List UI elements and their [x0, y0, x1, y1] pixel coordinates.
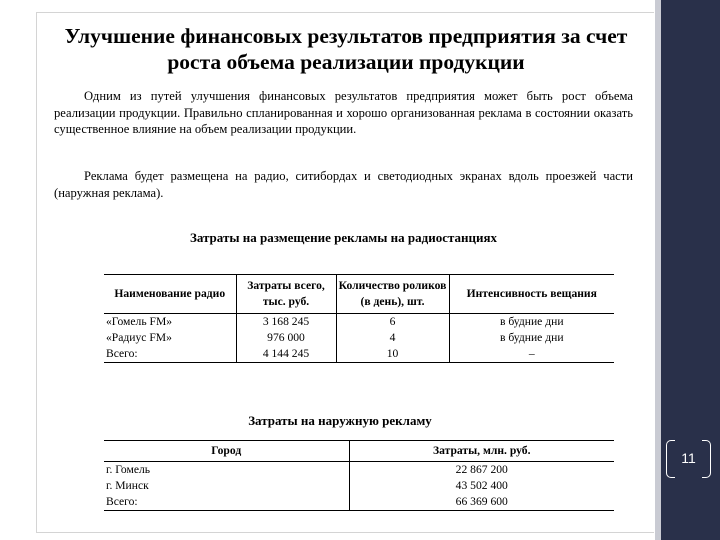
- table-cell: Всего:: [104, 346, 236, 363]
- table-header-row: [104, 441, 614, 462]
- paragraph-2: Реклама будет размещена на радио, ситибордах и светодиодных экранах вдоль проезжей части (наружная реклама).: [54, 169, 633, 200]
- table-row: [104, 478, 614, 494]
- page-number-badge: [663, 440, 717, 478]
- table-cell: в будние дни: [449, 314, 614, 331]
- table-cell: г. Гомель: [106, 463, 151, 476]
- column-header: Интенсивность вещания: [449, 275, 614, 314]
- table-cell: 22 867 200: [349, 462, 614, 479]
- table-cell: 3 168 245: [236, 314, 336, 331]
- table-cell: –: [449, 346, 614, 363]
- column-header: Количество роликов (в день), шт.: [336, 275, 449, 314]
- table-cell: 6: [336, 314, 449, 331]
- table-cell: 4: [336, 330, 449, 346]
- table-cell: г. Минск: [106, 479, 149, 492]
- radio-costs-table: [104, 274, 614, 363]
- table-cell: 66 369 600: [349, 494, 614, 511]
- table-cell: 10: [336, 346, 449, 363]
- table-cell: 4 144 245: [236, 346, 336, 363]
- column-header: Затраты всего, тыс. руб.: [236, 275, 336, 314]
- table-cell: 976 000: [236, 330, 336, 346]
- page-number: 11: [681, 450, 696, 466]
- column-header: Наименование радио: [104, 275, 236, 314]
- paragraph-1: Одним из путей улучшения финансовых результатов предприятия может быть рост объема реализации продукции. Правильно спланированная и хорошо организованная реклама в состоянии оказать существенное влияние на объем реализации продукции.: [54, 89, 633, 136]
- outdoor-table-caption: Затраты на наружную рекламу: [248, 413, 432, 428]
- table-cell: «Радиус FM»: [106, 331, 172, 344]
- table-row: [104, 330, 614, 346]
- table-row: [104, 462, 614, 479]
- table-cell: 43 502 400: [349, 478, 614, 494]
- table-header-row: [104, 275, 614, 314]
- table-cell: в будние дни: [449, 330, 614, 346]
- table-cell: Всего:: [104, 494, 349, 511]
- column-header: Затраты, млн. руб.: [349, 441, 614, 462]
- slide-title: Улучшение финансовых результатов предприятия за счет роста объема реализации продукции: [64, 24, 628, 74]
- column-header: Город: [104, 441, 349, 462]
- outdoor-costs-table: [104, 440, 614, 511]
- table-row: [104, 494, 614, 511]
- radio-table-caption: Затраты на размещение рекламы на радиостанциях: [189, 230, 498, 245]
- table-row: [104, 314, 614, 331]
- table-cell: «Гомель FM»: [106, 315, 173, 328]
- table-row: [104, 346, 614, 363]
